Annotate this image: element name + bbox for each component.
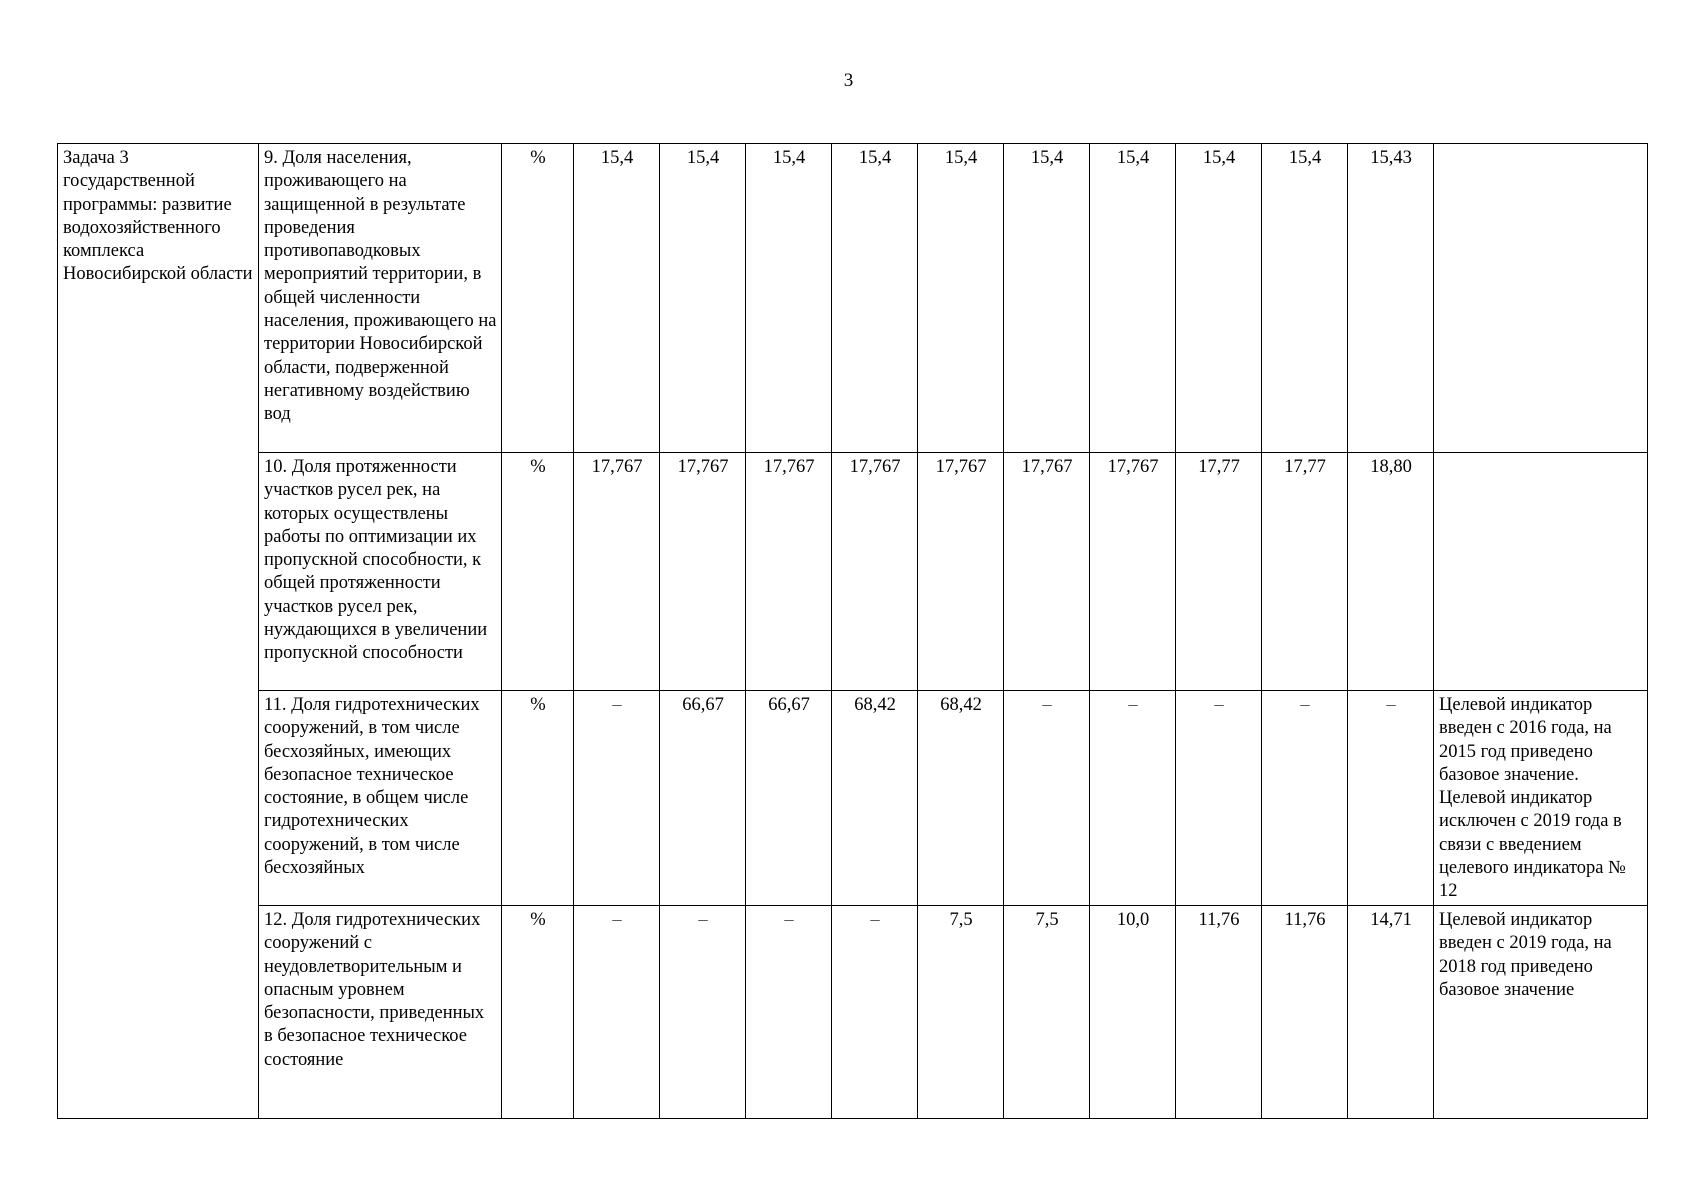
value-cell: 68,42: [832, 691, 918, 906]
value-cell: 15,4: [918, 144, 1004, 453]
value-cell: 15,4: [1004, 144, 1090, 453]
value-cell: 68,42: [918, 691, 1004, 906]
value-cell: –: [1348, 691, 1434, 906]
value-cell: 15,43: [1348, 144, 1434, 453]
value-cell: 11,76: [1262, 906, 1348, 1119]
value-cell: 10,0: [1090, 906, 1176, 1119]
value-cell: 17,77: [1262, 453, 1348, 691]
value-cell: 15,4: [1176, 144, 1262, 453]
value-cell: 7,5: [918, 906, 1004, 1119]
value-cell: –: [1176, 691, 1262, 906]
unit-cell: %: [502, 906, 574, 1119]
indicator-cell: 10. Доля протяженности участков русел рек, на которых осуществлены работы по оптимизации их пропускной способности, к общей протяженности участков русел рек, нуждающихся в увеличении пропускной способности: [259, 453, 502, 691]
unit-cell: %: [502, 144, 574, 453]
table-row: [58, 906, 1648, 1119]
value-cell: 17,767: [832, 453, 918, 691]
indicator-cell: 9. Доля населения, проживающего на защищенной в результате проведения противопаводковых мероприятий территории, в общей численности населения, проживающего на территории Новосибирской области, подверженной негативному воздействию вод: [259, 144, 502, 453]
value-cell: –: [574, 906, 660, 1119]
value-cell: 17,767: [574, 453, 660, 691]
value-cell: 18,80: [1348, 453, 1434, 691]
indicator-cell: 12. Доля гидротехнических сооружений с неудовлетворительным и опасным уровнем безопасности, приведенных в безопасное техническое состояние: [259, 906, 502, 1119]
page-number: 3: [843, 70, 854, 91]
value-cell: –: [660, 906, 746, 1119]
value-cell: 17,767: [1004, 453, 1090, 691]
note-cell: Целевой индикатор введен с 2016 года, на 2015 год приведено базовое значение. Целевой индикатор исключен с 2019 года в связи с введением целевого индикатора № 12: [1434, 691, 1648, 906]
note-cell: Целевой индикатор введен с 2019 года, на 2018 год приведено базовое значение: [1434, 906, 1648, 1119]
value-cell: 17,767: [1090, 453, 1176, 691]
value-cell: 14,71: [1348, 906, 1434, 1119]
value-cell: 15,4: [574, 144, 660, 453]
value-cell: 17,767: [660, 453, 746, 691]
note-cell: [1434, 453, 1648, 691]
indicator-cell: 11. Доля гидротехнических сооружений, в том числе бесхозяйных, имеющих безопасное техническое состояние, в общем числе гидротехнических сооружений, в том числе бесхозяйных: [259, 691, 502, 906]
unit-cell: %: [502, 691, 574, 906]
value-cell: –: [1262, 691, 1348, 906]
value-cell: 66,67: [746, 691, 832, 906]
value-cell: 17,767: [746, 453, 832, 691]
table-row: [58, 144, 1648, 453]
value-cell: 7,5: [1004, 906, 1090, 1119]
value-cell: 15,4: [832, 144, 918, 453]
table-row: [58, 691, 1648, 906]
unit-cell: %: [502, 453, 574, 691]
value-cell: –: [746, 906, 832, 1119]
value-cell: 15,4: [1262, 144, 1348, 453]
value-cell: 66,67: [660, 691, 746, 906]
value-cell: 15,4: [1090, 144, 1176, 453]
indicators-table: [57, 143, 1648, 1119]
value-cell: –: [1004, 691, 1090, 906]
table-row: [58, 453, 1648, 691]
value-cell: –: [1090, 691, 1176, 906]
value-cell: –: [574, 691, 660, 906]
note-cell: [1434, 144, 1648, 453]
value-cell: 11,76: [1176, 906, 1262, 1119]
value-cell: 15,4: [746, 144, 832, 453]
task-cell: Задача 3 государственной программы: развитие водохозяйственного комплекса Новосибирской области: [58, 144, 259, 1119]
value-cell: –: [832, 906, 918, 1119]
value-cell: 17,77: [1176, 453, 1262, 691]
value-cell: 15,4: [660, 144, 746, 453]
value-cell: 17,767: [918, 453, 1004, 691]
